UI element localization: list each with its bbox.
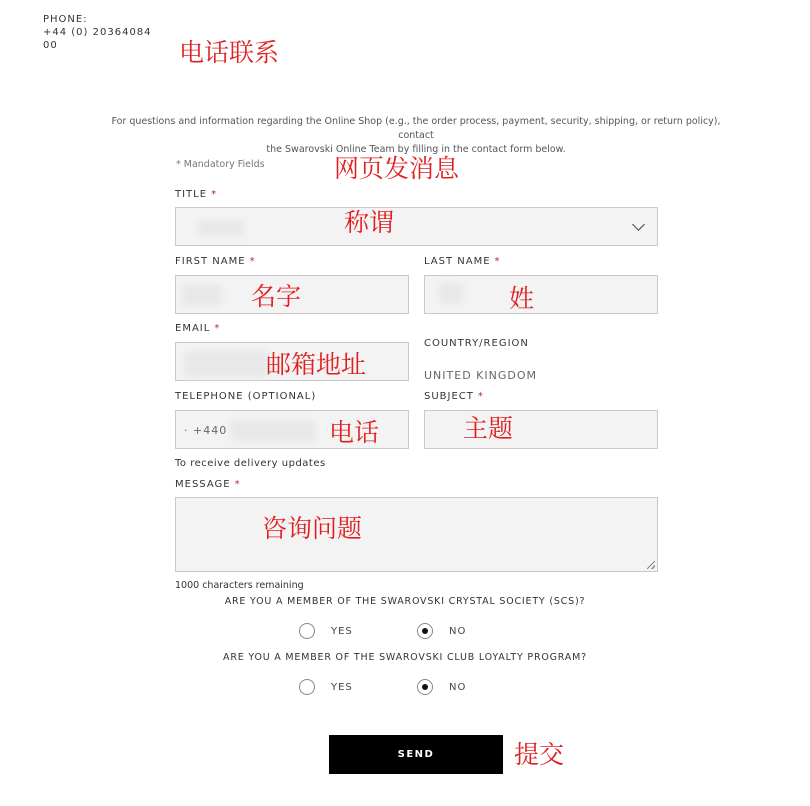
radio-button-checked[interactable] (417, 679, 433, 695)
title-label-text: TITLE (175, 189, 208, 200)
message-label-text: MESSAGE (175, 479, 231, 490)
yes-label: YES (331, 626, 353, 637)
redacted-value (439, 282, 463, 304)
subject-label-text: SUBJECT (424, 391, 474, 402)
resize-handle-icon[interactable] (647, 561, 655, 569)
phone-number-line2: 00 (43, 40, 58, 51)
email-label (175, 323, 220, 334)
subject-label (424, 391, 484, 402)
radio-button[interactable] (299, 623, 315, 639)
annotation-submit: 提交 (514, 740, 565, 769)
required-star: * (494, 256, 501, 267)
required-star: * (477, 391, 484, 402)
first-name-label (175, 256, 256, 267)
scs-question: ARE YOU A MEMBER OF THE SWAROVSKI CRYSTAL SOCIETY (SCS)? (224, 596, 586, 607)
title-label (175, 189, 217, 200)
required-star: * (214, 323, 221, 334)
yes-label: YES (331, 682, 353, 693)
phone-number-line1: +44 (0) 20364084 (43, 27, 152, 38)
mandatory-note: * Mandatory Fields (176, 159, 265, 170)
annotation-subject: 主题 (463, 414, 514, 443)
first-name-label-text: FIRST NAME (175, 256, 246, 267)
redacted-value (184, 351, 268, 377)
message-label (175, 479, 241, 490)
loyalty-yes-option[interactable] (299, 679, 369, 697)
delivery-hint: To receive delivery updates (175, 458, 326, 469)
redacted-value (182, 284, 222, 306)
intro-line1: For questions and information regarding the Online Shop (e.g., the order process, payment, security, shipping, or return policy), contact (111, 116, 721, 141)
message-textarea[interactable] (175, 497, 658, 572)
chevron-down-icon (632, 218, 645, 231)
scs-no-option[interactable] (417, 623, 487, 641)
send-button[interactable]: SEND (329, 735, 503, 774)
country-value: UNITED KINGDOM (424, 369, 537, 382)
last-name-input[interactable] (424, 275, 658, 314)
redacted-value (230, 421, 316, 441)
no-label: NO (449, 626, 467, 637)
last-name-label-text: LAST NAME (424, 256, 491, 267)
radio-button[interactable] (299, 679, 315, 695)
required-star: * (249, 256, 256, 267)
telephone-label: TELEPHONE (OPTIONAL) (175, 391, 317, 402)
required-star: * (211, 189, 218, 200)
annotation-message: 咨询问题 (262, 514, 363, 543)
annotation-phone-contact: 电话联系 (179, 38, 280, 67)
phone-label: PHONE: (43, 14, 88, 25)
loyalty-question: ARE YOU A MEMBER OF THE SWAROVSKI CLUB LOYALTY PROGRAM? (223, 652, 587, 663)
annotation-telephone: 电话 (329, 418, 380, 447)
phone-block (43, 13, 163, 52)
required-star: * (234, 479, 241, 490)
title-select[interactable] (175, 207, 658, 246)
annotation-last-name: 姓 (509, 284, 535, 313)
last-name-label (424, 256, 501, 267)
subject-input[interactable] (424, 410, 658, 449)
intro-line2: the Swarovski Online Team by filling in the contact form below. (266, 144, 566, 155)
email-label-text: EMAIL (175, 323, 211, 334)
annotation-first-name: 名字 (251, 282, 302, 311)
telephone-prefix: · +440 (184, 424, 228, 437)
loyalty-no-option[interactable] (417, 679, 487, 697)
annotation-email: 邮箱地址 (266, 350, 367, 379)
annotation-title: 称谓 (344, 208, 395, 237)
radio-button-checked[interactable] (417, 623, 433, 639)
country-label: COUNTRY/REGION (424, 338, 529, 349)
intro-text (104, 115, 728, 157)
redacted-value (198, 220, 244, 236)
scs-yes-option[interactable] (299, 623, 369, 641)
no-label: NO (449, 682, 467, 693)
annotation-web-message: 网页发消息 (334, 154, 460, 183)
chars-remaining: 1000 characters remaining (175, 580, 304, 591)
